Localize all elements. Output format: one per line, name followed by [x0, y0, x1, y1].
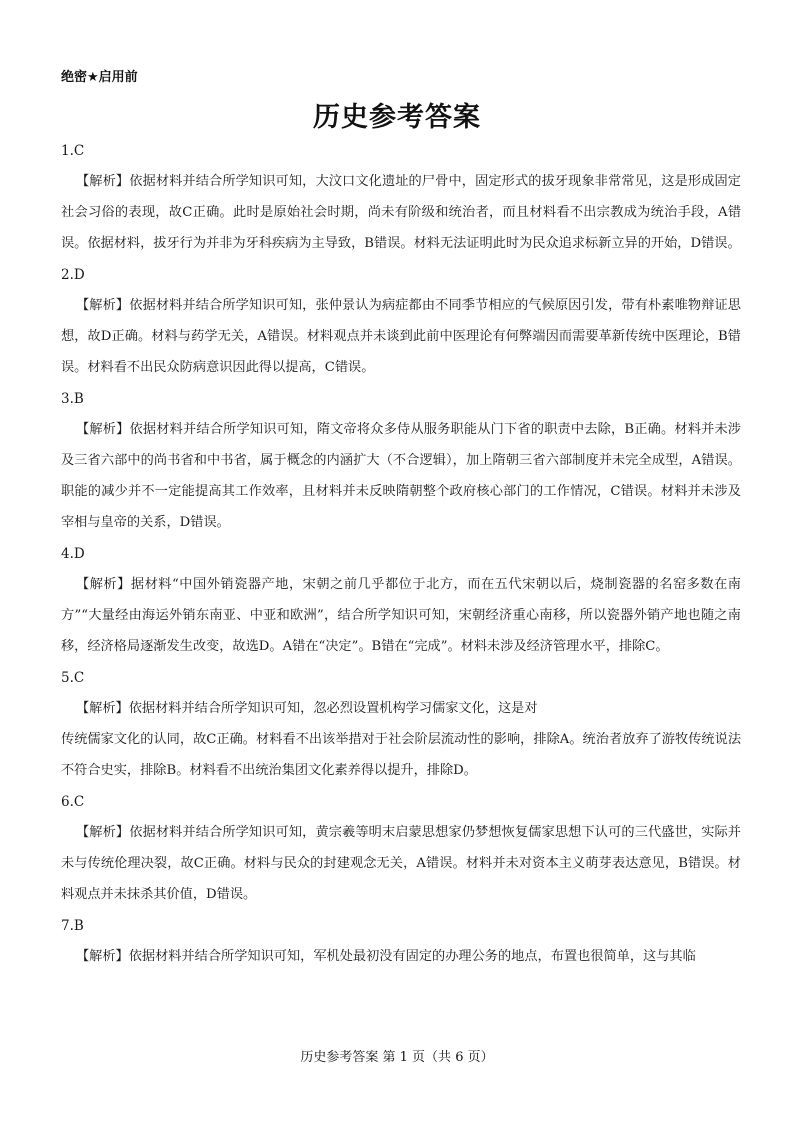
answer-number: 2.D [61, 267, 85, 283]
answer-analysis: 【解析】依据材料并结合所学知识可知，隋文帝将众多侍从服务职能从门下省的职责中去除，B正确。材料并未涉及三省六部中的尚书省和中书省，属于概念的内涵扩大（不合逻辑），加上隋朝三省六部制度并未完全成型，A错误。职能的减少并不一定能提高其工作效率，且材料并未反映隋朝整个政府核心部门的工作情况，C错误。材料并未涉及宰相与皇帝的关系，D错误。 [61, 422, 741, 530]
answer-number: 1.C [61, 143, 85, 159]
answer-item-4 [61, 542, 741, 662]
page-title: 历史参考答案 [313, 102, 481, 133]
answer-analysis: 【解析】依据材料并结合所学知识可知，黄宗羲等明末启蒙思想家仍梦想恢复儒家思想下认可的三代盛世，实际并未与传统伦理决裂，故C正确。材料与民众的封建观念无关，A错误。材料并未对资本主义萌芽表达意见，B错误。材料观点并未抹杀其价值，D错误。 [61, 825, 741, 902]
answer-item-5 [61, 666, 741, 786]
answer-analysis: 【解析】依据材料并结合所学知识可知，张仲景认为病症都由不同季节相应的气候原因引发，带有朴素唯物辩证思想，故D正确。材料与药学无关，A错误。材料观点并未谈到此前中医理论有何弊端因而需要革新传统中医理论，B错误。材料看不出民众防病意识因此得以提高，C错误。 [61, 298, 741, 375]
answer-number: 4.D [61, 546, 85, 562]
answer-item-3 [61, 387, 741, 538]
page-footer: 历史参考答案 第 1 页（共 6 页） [300, 1050, 494, 1065]
answer-analysis-continued: 传统儒家文化的认同，故C正确。材料看不出该举措对于社会阶层流动性的影响，排除A。统治者放弃了游牧传统说法不符合史实，排除B。材料看不出统治集团文化素养得以提升，排除D。 [61, 732, 741, 778]
answer-analysis: 【解析】依据材料并结合所学知识可知，军机处最初没有固定的办理公务的地点，布置也很简单，这与其临 [76, 949, 696, 964]
answer-number: 7.B [61, 918, 84, 934]
confidential-label: 绝密★启用前 [61, 70, 138, 85]
answer-item-7 [61, 914, 741, 972]
answer-number: 5.C [61, 670, 85, 686]
answer-analysis [61, 693, 741, 786]
answer-list [61, 139, 741, 976]
answer-number: 3.B [61, 391, 84, 407]
answer-item-1 [61, 139, 741, 259]
answer-number: 6.C [61, 794, 85, 810]
answer-item-2 [61, 263, 741, 383]
answer-analysis-line-1: 【解析】依据材料并结合所学知识可知，忽必烈设置机构学习儒家文化，这是对 [76, 701, 538, 716]
answer-item-6 [61, 790, 741, 910]
answer-analysis: 【解析】依据材料并结合所学知识可知，大汶口文化遗址的尸骨中，固定形式的拔牙现象非常常见，这是形成固定社会习俗的表现，故C正确。此时是原始社会时期，尚未有阶级和统治者，而且材料看不出宗教成为统治手段，A错误。依据材料，拔牙行为并非为牙科疾病为主导致，B错误。材料无法证明此时为民众追求标新立异的开始，D错误。 [61, 174, 741, 251]
answer-analysis: 【解析】据材料“中国外销瓷器产地，宋朝之前几乎都位于北方，而在五代宋朝以后，烧制瓷器的名窑多数在南方”“大量经由海运外销东南亚、中亚和欧洲”，结合所学知识可知，宋朝经济重心南移，所以瓷器外销产地也随之南移，经济格局逐渐发生改变，故选D。A错在“决定”。B错在“完成”。材料未涉及经济管理水平，排除C。 [61, 577, 741, 654]
